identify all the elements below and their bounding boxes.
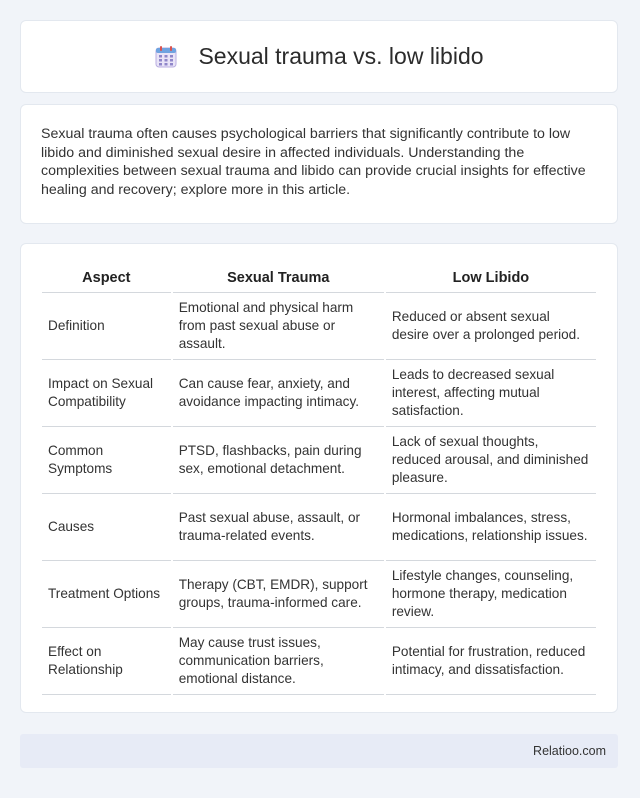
cell-aspect: Treatment Options — [42, 561, 171, 628]
cell-low-libido: Leads to decreased sexual interest, affecting mutual satisfaction. — [386, 360, 596, 427]
cell-sexual-trauma: Past sexual abuse, assault, or trauma-related events. — [173, 494, 384, 561]
cell-sexual-trauma: PTSD, flashbacks, pain during sex, emotional detachment. — [173, 427, 384, 494]
comparison-card — [20, 243, 618, 713]
table-row — [42, 427, 596, 494]
header-sexual-trauma: Sexual Trauma — [173, 264, 384, 293]
cell-sexual-trauma: Therapy (CBT, EMDR), support groups, trauma-informed care. — [173, 561, 384, 628]
table-row — [42, 360, 596, 427]
cell-low-libido: Hormonal imbalances, stress, medications, relationship issues. — [386, 494, 596, 561]
table-row — [42, 628, 596, 695]
table-row — [42, 293, 596, 360]
title-card — [20, 20, 618, 93]
cell-low-libido: Lack of sexual thoughts, reduced arousal, and diminished pleasure. — [386, 427, 596, 494]
cell-low-libido: Lifestyle changes, counseling, hormone therapy, medication review. — [386, 561, 596, 628]
intro-text: Sexual trauma often causes psychological barriers that significantly contribute to low libido and diminished sexual desire in affected individuals. Understanding the complexities between sexual trauma and libido can provide crucial insights for effective healing and recovery; explore more in this article. — [41, 126, 586, 198]
footer-brand[interactable]: Relatioo.com — [533, 744, 606, 758]
calendar-icon — [154, 45, 178, 69]
cell-aspect: Impact on Sexual Compatibility — [42, 360, 171, 427]
page-title: Sexual trauma vs. low libido — [198, 43, 484, 69]
cell-aspect: Common Symptoms — [42, 427, 171, 494]
cell-aspect: Causes — [42, 494, 171, 561]
cell-low-libido: Reduced or absent sexual desire over a prolonged period. — [386, 293, 596, 360]
comparison-table — [40, 264, 598, 695]
cell-sexual-trauma: Can cause fear, anxiety, and avoidance impacting intimacy. — [173, 360, 384, 427]
header-low-libido: Low Libido — [386, 264, 596, 293]
cell-sexual-trauma: Emotional and physical harm from past sexual abuse or assault. — [173, 293, 384, 360]
cell-aspect: Definition — [42, 293, 171, 360]
cell-low-libido: Potential for frustration, reduced intimacy, and dissatisfaction. — [386, 628, 596, 695]
intro-card — [20, 104, 618, 224]
table-row — [42, 494, 596, 561]
table-row — [42, 561, 596, 628]
table-header-row — [42, 264, 596, 293]
cell-aspect: Effect on Relationship — [42, 628, 171, 695]
header-aspect: Aspect — [42, 264, 171, 293]
cell-sexual-trauma: May cause trust issues, communication barriers, emotional distance. — [173, 628, 384, 695]
footer — [20, 734, 618, 768]
